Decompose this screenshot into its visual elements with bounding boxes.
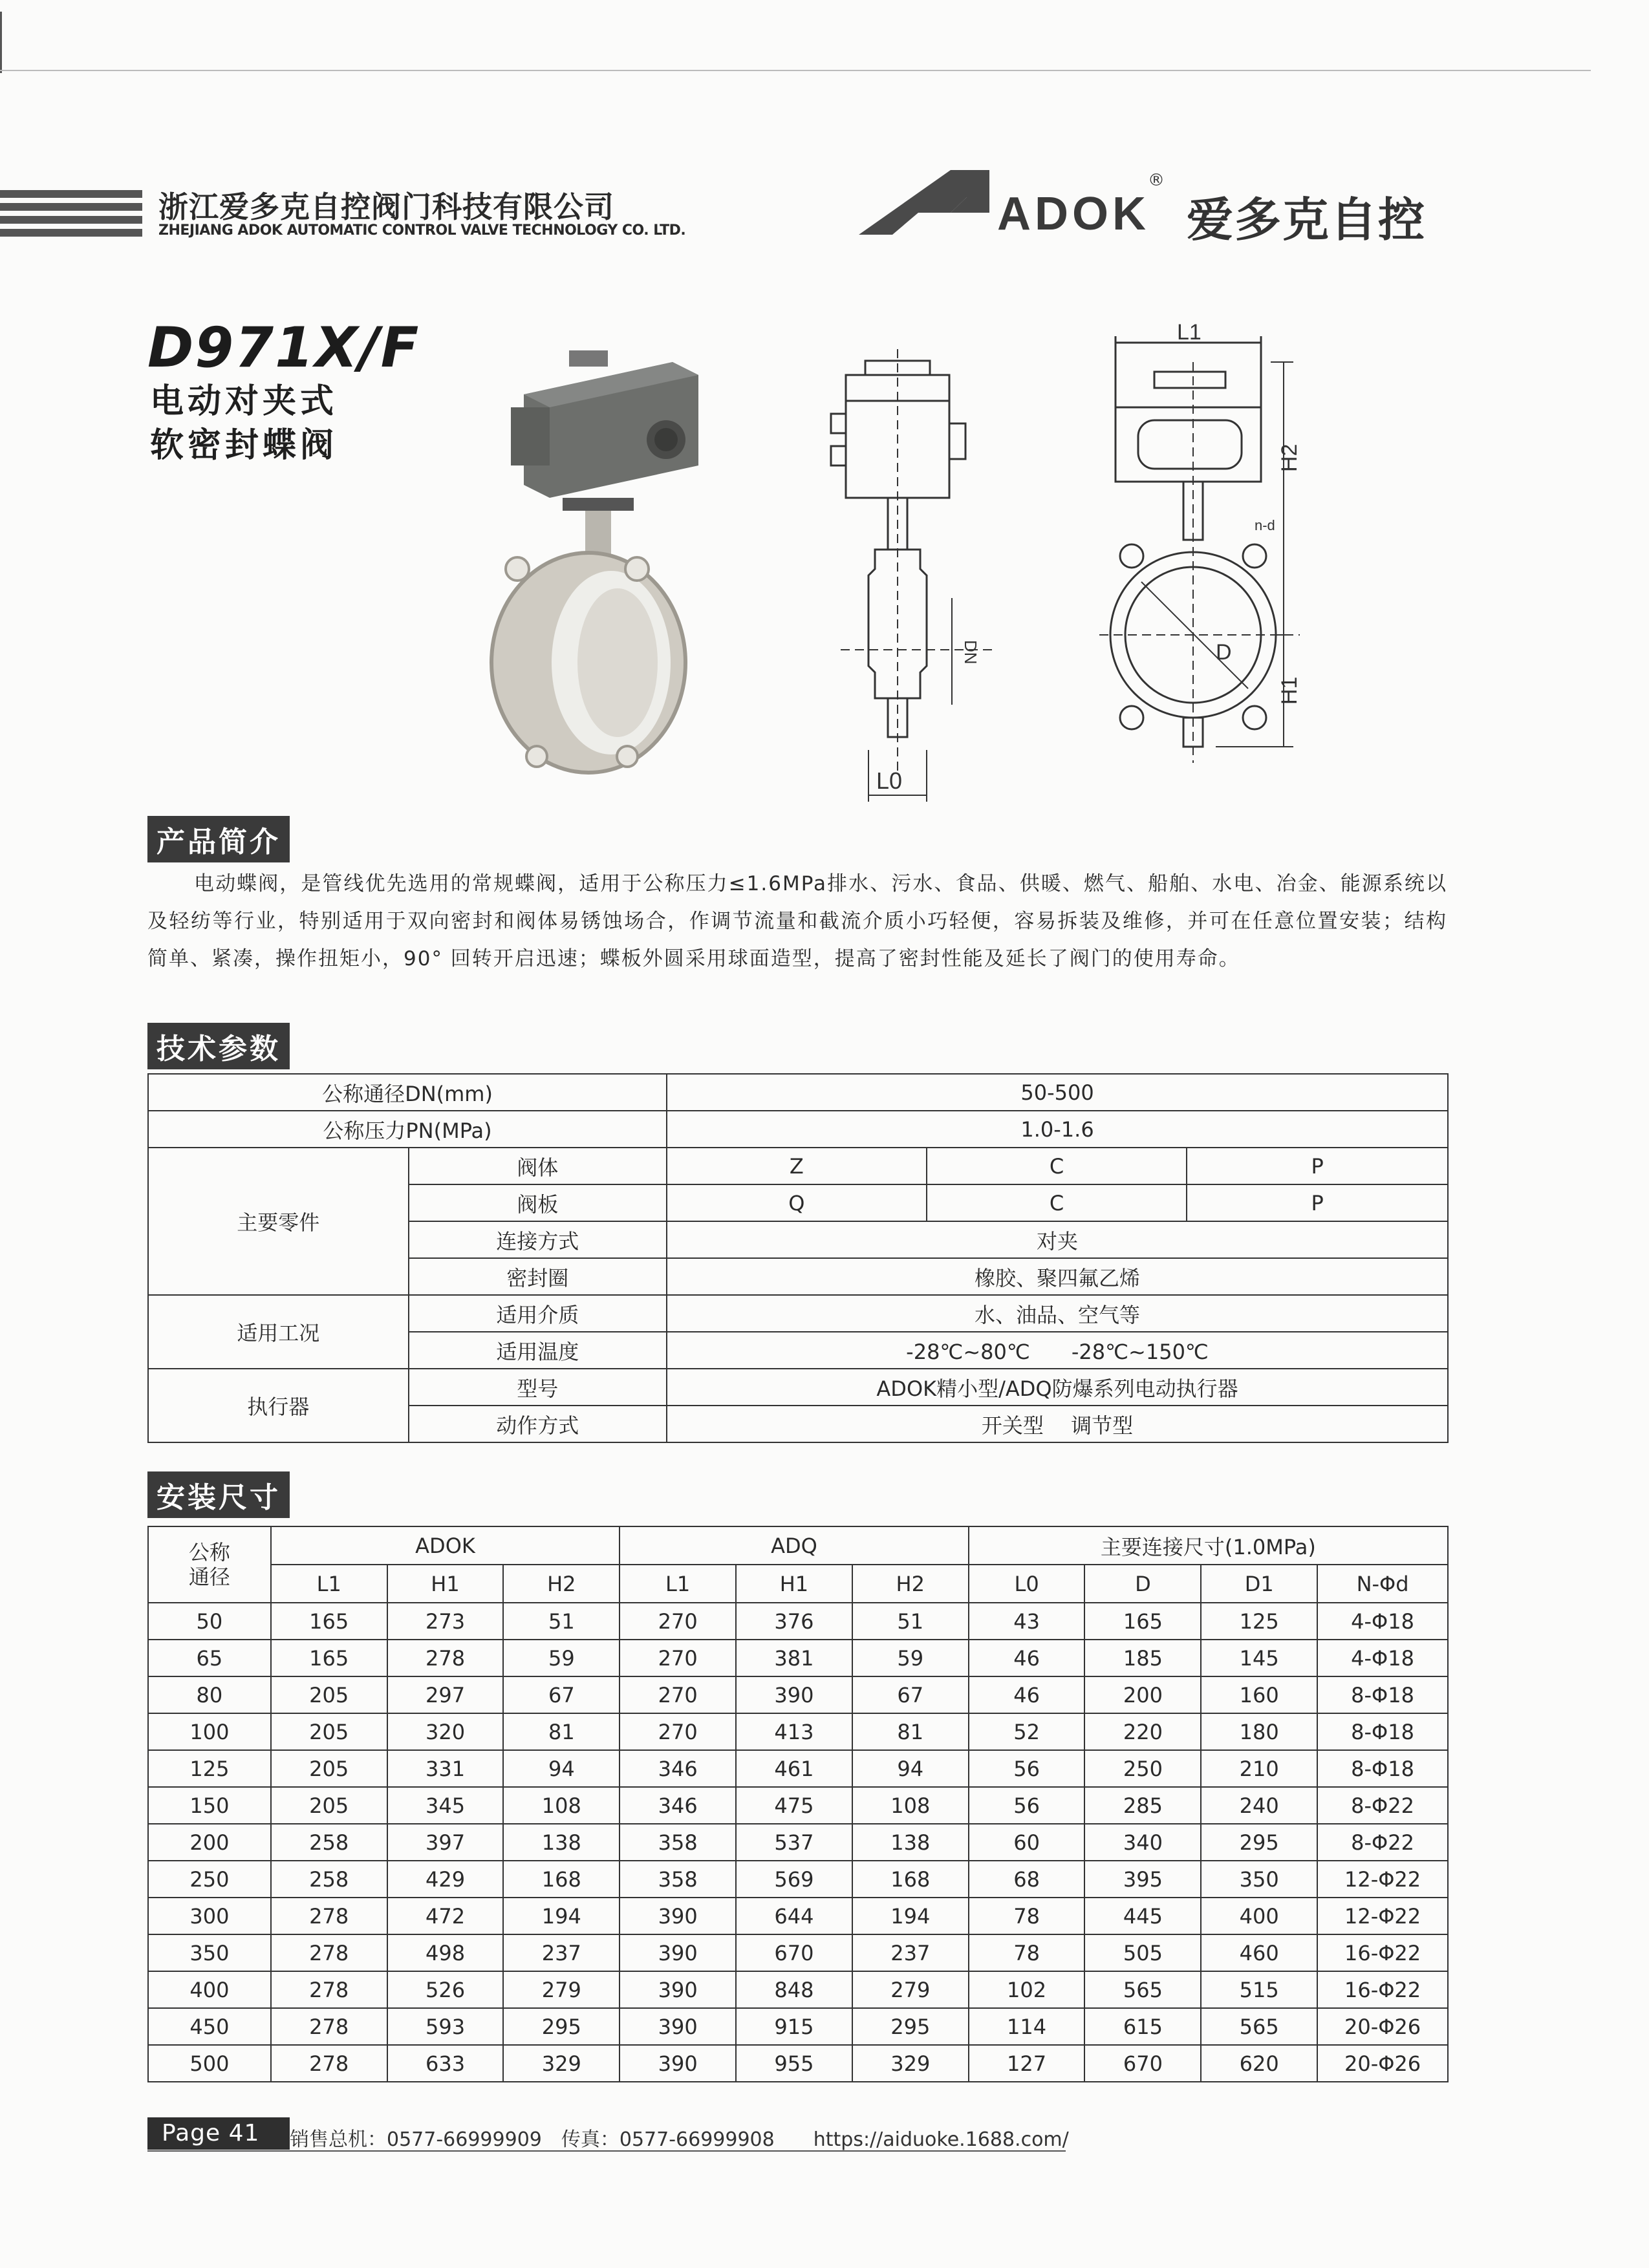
brand-name-cn: 爱多克自控 <box>1187 193 1427 247</box>
table-cell: 81 <box>503 1713 620 1750</box>
spec-model-value: ADOK精小型/ADQ防爆系列电动执行器 <box>667 1369 1448 1406</box>
table-cell: 329 <box>852 2045 969 2082</box>
spec-action-label: 动作方式 <box>409 1406 667 1442</box>
table-cell: 381 <box>736 1640 852 1676</box>
table-row <box>148 1713 1448 1750</box>
table-cell: 350 <box>1201 1861 1317 1898</box>
dim-column-header: D <box>1084 1565 1201 1603</box>
table-cell: 51 <box>503 1603 620 1640</box>
spec-seal-value: 橡胶、聚四氟乙烯 <box>667 1258 1448 1295</box>
table-cell: 955 <box>736 2045 852 2082</box>
spec-medium-label: 适用介质 <box>409 1295 667 1332</box>
table-cell: 270 <box>620 1603 736 1640</box>
company-name-en: ZHEJIANG ADOK AUTOMATIC CONTROL VALVE TECHNOLOGY CO. LTD. <box>158 222 686 239</box>
table-cell: 358 <box>620 1824 736 1861</box>
table-cell: 615 <box>1084 2008 1201 2045</box>
header-stripes <box>0 190 142 242</box>
table-cell: 279 <box>852 1971 969 2008</box>
table-cell: 537 <box>736 1824 852 1861</box>
table-row <box>148 1787 1448 1824</box>
table-cell: 185 <box>1084 1640 1201 1676</box>
table-cell: 67 <box>503 1676 620 1713</box>
table-cell: 16-Φ22 <box>1317 1971 1448 2008</box>
table-cell: 413 <box>736 1713 852 1750</box>
table-cell: 100 <box>148 1713 271 1750</box>
table-cell: 138 <box>503 1824 620 1861</box>
table-cell: 78 <box>969 1934 1085 1971</box>
logo-text: ADOK <box>997 188 1150 240</box>
dim-column-header: L1 <box>271 1565 387 1603</box>
table-cell: 20-Φ26 <box>1317 2008 1448 2045</box>
spec-conn-label: 连接方式 <box>409 1221 667 1258</box>
spec-actuator-label: 执行器 <box>148 1369 409 1442</box>
label-h1: H1 <box>1277 676 1302 705</box>
table-cell: 300 <box>148 1898 271 1934</box>
table-cell: 127 <box>969 2045 1085 2082</box>
table-cell: 4-Φ18 <box>1317 1603 1448 1640</box>
label-l1: L1 <box>1177 323 1202 345</box>
table-cell: 50 <box>148 1603 271 1640</box>
front-view-drawing <box>1086 323 1332 769</box>
table-cell: 475 <box>736 1787 852 1824</box>
table-cell: 8-Φ18 <box>1317 1750 1448 1787</box>
table-row <box>148 1369 1448 1406</box>
table-cell: 165 <box>1084 1603 1201 1640</box>
product-photo <box>479 336 724 776</box>
table-row <box>148 2008 1448 2045</box>
table-cell: 59 <box>852 1640 969 1676</box>
table-row <box>148 1074 1448 1111</box>
table-cell: 125 <box>148 1750 271 1787</box>
table-cell: 114 <box>969 2008 1085 2045</box>
table-row <box>148 1898 1448 1934</box>
table-cell: 915 <box>736 2008 852 2045</box>
dimension-table <box>147 1526 1449 2082</box>
table-cell: 46 <box>969 1676 1085 1713</box>
table-cell: 278 <box>271 2008 387 2045</box>
table-cell: 60 <box>969 1824 1085 1861</box>
table-cell: 145 <box>1201 1640 1317 1676</box>
table-cell: 505 <box>1084 1934 1201 1971</box>
table-cell: 43 <box>969 1603 1085 1640</box>
table-cell: 168 <box>503 1861 620 1898</box>
table-cell: 278 <box>387 1640 504 1676</box>
table-cell: 397 <box>387 1824 504 1861</box>
table-cell: 138 <box>852 1824 969 1861</box>
spec-temp-label: 适用温度 <box>409 1332 667 1369</box>
table-cell: 165 <box>271 1603 387 1640</box>
table-cell: 200 <box>148 1824 271 1861</box>
table-cell: 150 <box>148 1787 271 1824</box>
table-cell: 160 <box>1201 1676 1317 1713</box>
table-cell: 8-Φ22 <box>1317 1787 1448 1824</box>
table-cell: 237 <box>503 1934 620 1971</box>
table-row <box>148 1971 1448 2008</box>
table-row <box>148 1603 1448 1640</box>
table-row <box>148 1750 1448 1787</box>
spec-pn-value: 1.0-1.6 <box>667 1111 1448 1148</box>
table-cell: 59 <box>503 1640 620 1676</box>
table-header-row <box>148 1526 1448 1565</box>
table-cell: 16-Φ22 <box>1317 1934 1448 1971</box>
table-cell: 78 <box>969 1898 1085 1934</box>
spec-body-value: Z <box>667 1148 927 1184</box>
spec-disc-label: 阀板 <box>409 1184 667 1221</box>
table-cell: 565 <box>1084 1971 1201 2008</box>
table-cell: 278 <box>271 1971 387 2008</box>
table-cell: 346 <box>620 1750 736 1787</box>
dim-group-conn: 主要连接尺寸(1.0MPa) <box>969 1526 1448 1565</box>
table-cell: 429 <box>387 1861 504 1898</box>
table-cell: 20-Φ26 <box>1317 2045 1448 2082</box>
table-cell: 200 <box>1084 1676 1201 1713</box>
dim-heading: 安装尺寸 <box>147 1471 290 1518</box>
spec-temp-value: -28℃~80℃ -28℃~150℃ <box>667 1332 1448 1369</box>
dim-column-header: H1 <box>736 1565 852 1603</box>
spec-pn-label: 公称压力PN(MPa) <box>148 1111 667 1148</box>
page-corner-mark <box>0 12 6 73</box>
dim-column-header: H2 <box>503 1565 620 1603</box>
table-cell: 108 <box>852 1787 969 1824</box>
label-l0: L0 <box>876 767 903 794</box>
table-row <box>148 1676 1448 1713</box>
table-cell: 250 <box>148 1861 271 1898</box>
table-cell: 4-Φ18 <box>1317 1640 1448 1676</box>
spec-disc-value: Q <box>667 1184 927 1221</box>
spec-heading: 技术参数 <box>147 1023 290 1069</box>
registered-mark: ® <box>1148 171 1165 190</box>
table-cell: 81 <box>852 1713 969 1750</box>
table-cell: 12-Φ22 <box>1317 1898 1448 1934</box>
table-row <box>148 1111 1448 1148</box>
table-cell: 295 <box>503 2008 620 2045</box>
table-cell: 498 <box>387 1934 504 1971</box>
table-cell: 329 <box>503 2045 620 2082</box>
table-cell: 445 <box>1084 1898 1201 1934</box>
table-cell: 670 <box>1084 2045 1201 2082</box>
spec-parts-label: 主要零件 <box>148 1148 409 1295</box>
product-model: D971X/F <box>147 316 420 380</box>
intro-heading: 产品简介 <box>147 816 290 862</box>
spec-model-label: 型号 <box>409 1369 667 1406</box>
table-cell: 94 <box>852 1750 969 1787</box>
product-name-line2: 软密封蝶阀 <box>150 426 338 465</box>
table-row <box>148 1148 1448 1184</box>
dim-group-adok: ADOK <box>271 1526 620 1565</box>
table-cell: 400 <box>148 1971 271 2008</box>
table-cell: 56 <box>969 1787 1085 1824</box>
table-cell: 390 <box>620 2008 736 2045</box>
table-cell: 376 <box>736 1603 852 1640</box>
table-cell: 8-Φ18 <box>1317 1713 1448 1750</box>
page-number: Page 41 <box>147 2117 290 2150</box>
adok-logo <box>854 158 1190 242</box>
table-cell: 102 <box>969 1971 1085 2008</box>
footer-rule <box>147 2150 1066 2152</box>
table-cell: 390 <box>620 1934 736 1971</box>
table-cell: 593 <box>387 2008 504 2045</box>
label-nd: n-d <box>1255 517 1275 533</box>
table-cell: 450 <box>148 2008 271 2045</box>
table-cell: 644 <box>736 1898 852 1934</box>
table-cell: 194 <box>852 1898 969 1934</box>
table-cell: 270 <box>620 1640 736 1676</box>
dim-group-adq: ADQ <box>620 1526 968 1565</box>
spec-seal-label: 密封圈 <box>409 1258 667 1295</box>
spec-body-value: P <box>1187 1148 1448 1184</box>
table-row <box>148 2045 1448 2082</box>
table-cell: 51 <box>852 1603 969 1640</box>
product-name-line1: 电动对夹式 <box>150 382 338 421</box>
table-cell: 848 <box>736 1971 852 2008</box>
table-cell: 68 <box>969 1861 1085 1898</box>
table-cell: 279 <box>503 1971 620 2008</box>
table-cell: 320 <box>387 1713 504 1750</box>
table-cell: 461 <box>736 1750 852 1787</box>
table-cell: 46 <box>969 1640 1085 1676</box>
label-d: D <box>1216 640 1232 665</box>
table-cell: 270 <box>620 1676 736 1713</box>
table-cell: 295 <box>852 2008 969 2045</box>
table-cell: 125 <box>1201 1603 1317 1640</box>
table-row <box>148 1934 1448 1971</box>
dim-column-header: H2 <box>852 1565 969 1603</box>
spec-disc-value: P <box>1187 1184 1448 1221</box>
dim-dn-header: 公称 通径 <box>148 1526 271 1603</box>
table-cell: 633 <box>387 2045 504 2082</box>
spec-body-label: 阀体 <box>409 1148 667 1184</box>
table-cell: 569 <box>736 1861 852 1898</box>
table-cell: 8-Φ22 <box>1317 1824 1448 1861</box>
table-cell: 52 <box>969 1713 1085 1750</box>
table-row <box>148 1640 1448 1676</box>
table-cell: 340 <box>1084 1824 1201 1861</box>
table-cell: 108 <box>503 1787 620 1824</box>
table-cell: 273 <box>387 1603 504 1640</box>
dim-column-header: L0 <box>969 1565 1085 1603</box>
table-cell: 500 <box>148 2045 271 2082</box>
side-view-drawing <box>802 349 1022 815</box>
table-cell: 670 <box>736 1934 852 1971</box>
table-cell: 297 <box>387 1676 504 1713</box>
spec-dn-label: 公称通径DN(mm) <box>148 1074 667 1111</box>
table-cell: 390 <box>620 1898 736 1934</box>
table-cell: 390 <box>620 2045 736 2082</box>
spec-conn-value: 对夹 <box>667 1221 1448 1258</box>
table-cell: 358 <box>620 1861 736 1898</box>
table-cell: 168 <box>852 1861 969 1898</box>
table-cell: 400 <box>1201 1898 1317 1934</box>
table-cell: 620 <box>1201 2045 1317 2082</box>
table-cell: 165 <box>271 1640 387 1676</box>
spec-disc-value: C <box>927 1184 1187 1221</box>
spec-dn-value: 50-500 <box>667 1074 1448 1111</box>
table-cell: 346 <box>620 1787 736 1824</box>
table-cell: 205 <box>271 1750 387 1787</box>
table-cell: 295 <box>1201 1824 1317 1861</box>
table-cell: 205 <box>271 1787 387 1824</box>
table-cell: 270 <box>620 1713 736 1750</box>
table-cell: 240 <box>1201 1787 1317 1824</box>
company-name-cn: 浙江爱多克自控阀门科技有限公司 <box>158 189 614 224</box>
table-cell: 8-Φ18 <box>1317 1676 1448 1713</box>
table-cell: 94 <box>503 1750 620 1787</box>
table-cell: 180 <box>1201 1713 1317 1750</box>
table-row <box>148 1824 1448 1861</box>
table-cell: 12-Φ22 <box>1317 1861 1448 1898</box>
table-cell: 515 <box>1201 1971 1317 2008</box>
table-cell: 390 <box>736 1676 852 1713</box>
dim-column-header: L1 <box>620 1565 736 1603</box>
spec-table <box>147 1073 1449 1443</box>
top-rule <box>0 70 1591 71</box>
table-cell: 56 <box>969 1750 1085 1787</box>
table-cell: 65 <box>148 1640 271 1676</box>
spec-action-value: 开关型 调节型 <box>667 1406 1448 1442</box>
table-cell: 390 <box>620 1971 736 2008</box>
table-row <box>148 1861 1448 1898</box>
label-h2: H2 <box>1277 444 1302 472</box>
dim-column-header: H1 <box>387 1565 504 1603</box>
table-cell: 460 <box>1201 1934 1317 1971</box>
table-cell: 278 <box>271 1934 387 1971</box>
table-cell: 565 <box>1201 2008 1317 2045</box>
dim-column-header: N-Φd <box>1317 1565 1448 1603</box>
table-header-row <box>148 1565 1448 1603</box>
label-dn: DN <box>961 640 980 665</box>
spec-cond-label: 适用工况 <box>148 1295 409 1369</box>
spec-medium-value: 水、油品、空气等 <box>667 1295 1448 1332</box>
table-cell: 345 <box>387 1787 504 1824</box>
table-row <box>148 1295 1448 1332</box>
table-cell: 80 <box>148 1676 271 1713</box>
table-cell: 331 <box>387 1750 504 1787</box>
table-cell: 210 <box>1201 1750 1317 1787</box>
table-cell: 237 <box>852 1934 969 1971</box>
spec-body-value: C <box>927 1148 1187 1184</box>
table-cell: 285 <box>1084 1787 1201 1824</box>
intro-text: 电动蝶阀，是管线优先选用的常规蝶阀，适用于公称压力≤1.6MPa排水、污水、食品、供暖、燃气、船舶、水电、冶金、能源系统以及轻纺等行业，特别适用于双向密封和阀体易锈蚀场合，作调节流量和截流介质小巧轻便，容易拆装及维修，并可在任意位置安装；结构简单、紧凑，操作扭矩小，90° 回转开启迅速；蝶板外圆采用球面造型，提高了密封性能及延长了阀门的使用寿命。 <box>147 872 1447 970</box>
table-cell: 220 <box>1084 1713 1201 1750</box>
table-cell: 67 <box>852 1676 969 1713</box>
table-cell: 278 <box>271 1898 387 1934</box>
table-cell: 350 <box>148 1934 271 1971</box>
dim-column-header: D1 <box>1201 1565 1317 1603</box>
table-cell: 258 <box>271 1824 387 1861</box>
table-cell: 395 <box>1084 1861 1201 1898</box>
footer-contact: 销售总机：0577-66999909 传真：0577-66999908 https://aiduoke.1688.com/ <box>290 2128 1069 2151</box>
table-cell: 205 <box>271 1713 387 1750</box>
table-cell: 472 <box>387 1898 504 1934</box>
table-cell: 194 <box>503 1898 620 1934</box>
table-cell: 526 <box>387 1971 504 2008</box>
table-cell: 250 <box>1084 1750 1201 1787</box>
table-cell: 278 <box>271 2045 387 2082</box>
table-cell: 258 <box>271 1861 387 1898</box>
table-cell: 205 <box>271 1676 387 1713</box>
